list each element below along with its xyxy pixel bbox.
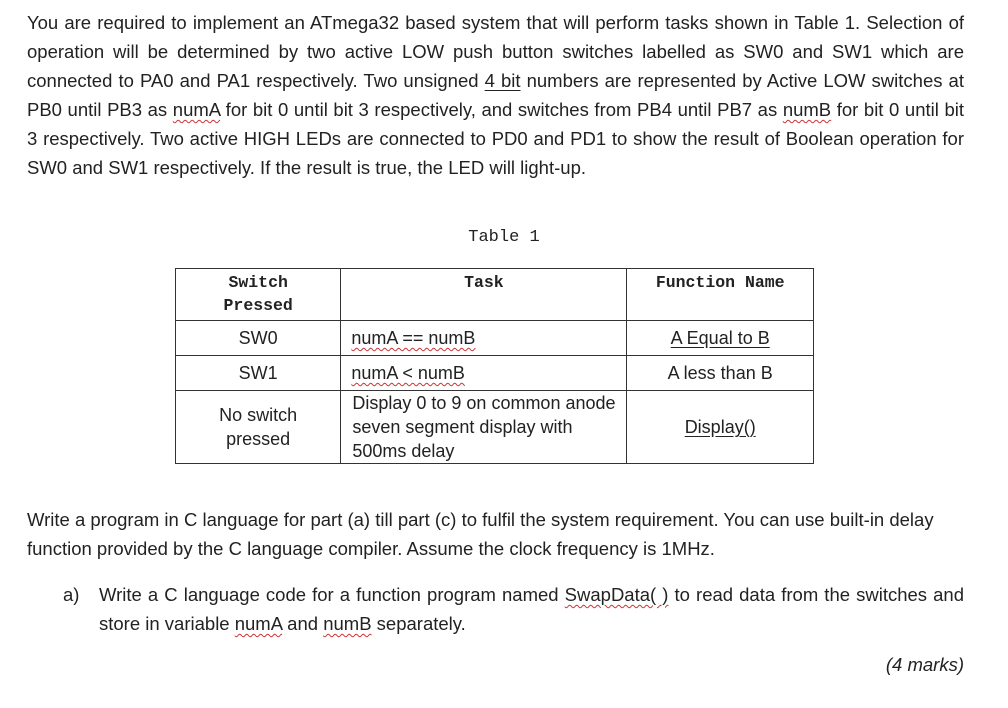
table-row [176, 356, 814, 391]
part-a-text: Write a C language code for a function program named SwapData( ) to read data from the switches and store in variable numA and numB separately. [99, 584, 964, 634]
row-switch: SW0 [176, 321, 341, 356]
numa-term: numA [172, 99, 221, 120]
header-switch-pressed: Switch Pressed [176, 269, 341, 321]
header-function-name: Function Name [627, 269, 814, 321]
row-task: numA < numB [341, 356, 627, 391]
row-function: A less than B [627, 356, 814, 391]
swapdata-term: SwapData( ) [564, 584, 669, 605]
row-switch: SW1 [176, 356, 341, 391]
row-function: Display() [627, 391, 814, 464]
instruction-paragraph: Write a program in C language for part (a) till part (c) to fulfil the system requirement. You can use built-in delay function provided by the C language compiler. Assume the clock frequency is 1MHz. [27, 509, 934, 559]
intro-paragraph [27, 8, 964, 182]
intro-text-2: numbers are represented by Active LOW switches at PB0 until PB3 as [27, 70, 964, 120]
header-task: Task [341, 269, 627, 321]
part-a-label: a) [63, 584, 80, 605]
table-row [176, 391, 814, 464]
row-task: numA == numB [341, 321, 627, 356]
part-a [63, 580, 964, 638]
question-intro [27, 8, 964, 182]
row-function: A Equal to B [627, 321, 814, 356]
bit-width-term: 4 bit [484, 70, 521, 91]
row-task: Display 0 to 9 on common anode seven segment display with 500ms delay [341, 391, 627, 464]
intro-text-1: You are required to implement an ATmega32 based system that will perform tasks shown in Table 1. Selection of operation will be determined by two active LOW push button switches labelled as SW0 and SW1 which are connected to PA0 and PA1 respectively. Two unsigned [27, 12, 964, 91]
table-header-row [176, 269, 814, 321]
numb-term: numB [323, 613, 372, 634]
intro-text-4: for bit 0 until bit 3 respectively. Two active HIGH LEDs are connected to PD0 and PD1 to show the result of Boolean operation for SW0 and SW1 respectively. If the result is true, the LED will light-up. [27, 99, 964, 178]
table-row [176, 321, 814, 356]
table-caption: Table 1 [468, 228, 540, 247]
numa-term: numA [234, 613, 283, 634]
row-switch: No switch pressed [176, 391, 341, 464]
marks-label: (4 marks) [885, 654, 964, 675]
intro-text-3: for bit 0 until bit 3 respectively, and switches from PB4 until PB7 as [220, 99, 783, 120]
task-table [175, 268, 814, 464]
numb-term: numB [782, 99, 832, 120]
